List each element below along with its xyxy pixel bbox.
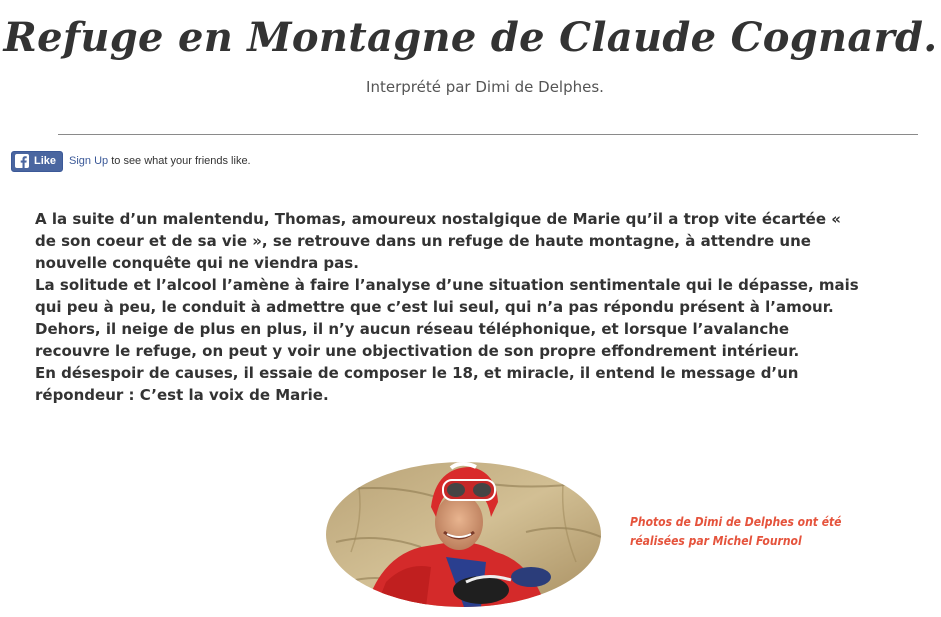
article-paragraph: La solitude et l’alcool l’amène à faire l’analyse d’une situation sentimentale qui le dépasse, mais qui peu à peu, le conduit à admettre que c’est lui seul, qui n’a pas répondu présent à l’amour. Dehors, il neige de plus en plus, il n’y aucun réseau téléphonique, et lorsque l’avalanche recouvre le refuge, on peut y voir une objectivation de son propre effondrement intérieur.	[35, 276, 859, 360]
page-subtitle: Interprété par Dimi de Delphes.	[366, 78, 604, 96]
page-title: Refuge en Montagne de Claude Cognard.	[3, 14, 938, 61]
article-paragraph: En désespoir de causes, il essaie de composer le 18, et miracle, il entend le message d’un répondeur : C’est la voix de Marie.	[35, 364, 799, 404]
actor-photo	[326, 462, 601, 607]
facebook-like-button[interactable]	[11, 151, 63, 172]
article-body	[35, 208, 865, 406]
header-divider	[58, 134, 918, 135]
facebook-like-widget	[11, 151, 251, 171]
facebook-signup-suffix: to see what your friends like.	[108, 155, 251, 167]
facebook-like-label: Like	[34, 155, 57, 167]
article-paragraph: A la suite d’un malentendu, Thomas, amoureux nostalgique de Marie qu’il a trop vite écartée « de son coeur et de sa vie », se retrouve dans un refuge de haute montagne, à attendre une nouvelle conquête qui ne viendra pas.	[35, 210, 841, 272]
facebook-f-icon	[14, 153, 30, 170]
photo-credit-line-1: Photos de Dimi de Delphes ont été	[630, 515, 842, 529]
facebook-signup-link[interactable]: Sign Up	[69, 155, 109, 167]
photo-credit-line-2: réalisées par Michel Fournol	[630, 534, 802, 548]
photo-credit	[630, 513, 870, 551]
facebook-signup-text	[69, 155, 251, 167]
